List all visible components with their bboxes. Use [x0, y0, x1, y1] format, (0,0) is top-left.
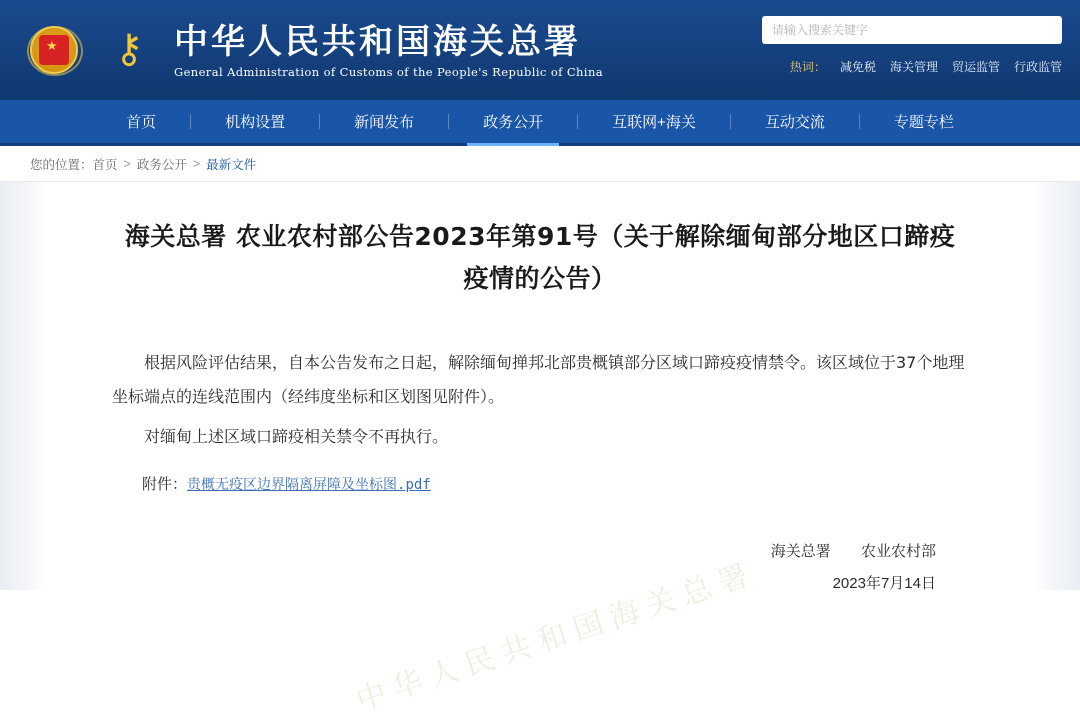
search-zone	[762, 16, 1062, 75]
search-box[interactable]	[762, 16, 1062, 44]
nav-item-organization[interactable]: 机构设置	[225, 114, 286, 131]
nav-item-government-affairs[interactable]: 政务公开	[449, 100, 577, 143]
hotwords-label: 热词：	[789, 60, 826, 74]
site-header	[0, 0, 1080, 100]
site-title-en: General Administration of Customs of the People's Republic of China	[174, 64, 604, 79]
document-paragraph-2: 对缅甸上述区域口蹄疫相关禁令不再执行。	[144, 427, 449, 446]
breadcrumb-item-current: 最新文件	[206, 157, 257, 172]
nav-item-interaction[interactable]: 互动交流	[764, 114, 825, 131]
signature-org-2: 农业农村部	[860, 543, 936, 560]
nav-item-internet-customs[interactable]: 互联网+海关	[612, 114, 696, 131]
page-title: 海关总署 农业农村部公告2023年第91号（关于解除缅甸部分地区口蹄疫疫情的公告）	[124, 222, 956, 293]
hotword-link-4[interactable]: 行政监管	[1013, 60, 1062, 74]
page-body	[0, 182, 1080, 719]
breadcrumb-item-government-affairs[interactable]: 政务公开	[136, 157, 187, 172]
attachment-link[interactable]: 贵概无疫区边界隔离屏障及坐标图.pdf	[187, 477, 431, 493]
breadcrumb-separator: >	[192, 156, 201, 171]
right-page-shadow	[1034, 182, 1080, 590]
hotword-link-3[interactable]: 贸运监管	[951, 60, 1000, 74]
signature-org-1: 海关总署	[770, 543, 831, 560]
site-titles	[174, 22, 603, 79]
search-input[interactable]	[772, 23, 1052, 37]
breadcrumb-item-home[interactable]: 首页	[92, 157, 118, 172]
national-emblem-icon: ★	[24, 19, 86, 81]
customs-caduceus-key-icon: ⚷	[114, 27, 144, 71]
breadcrumb-separator: >	[123, 156, 131, 171]
breadcrumb-prefix: 您的位置：	[30, 157, 93, 172]
left-page-shadow	[0, 182, 46, 590]
signature-orgs	[112, 536, 936, 568]
site-title-cn: 中华人民共和国海关总署	[174, 21, 581, 62]
nav-item-special-topics[interactable]: 专题专栏	[893, 114, 954, 131]
nav-item-home[interactable]: 首页	[126, 114, 157, 131]
hotword-link-1[interactable]: 减免税	[839, 60, 876, 74]
document-signature	[112, 536, 968, 600]
nav-item-news[interactable]: 新闻发布	[354, 114, 415, 131]
watermark: 中华人民共和国海关总署	[351, 556, 761, 719]
document-body	[112, 346, 968, 600]
document-paragraph-1: 根据风险评估结果，自本公告发布之日起，解除缅甸掸邦北部贵概镇部分区域口蹄疫疫情禁令。该区域位于37个地理坐标端点的连线范围内（经纬度坐标和区划图见附件）。	[112, 353, 965, 406]
attachment-line	[112, 468, 968, 502]
attachment-label: 附件：	[142, 476, 188, 493]
document-container	[46, 182, 1034, 719]
signature-date: 2023年7月14日	[832, 575, 936, 592]
main-navigation	[0, 100, 1080, 146]
hotwords-bar	[762, 58, 1062, 75]
breadcrumb	[0, 146, 1080, 182]
hotword-link-2[interactable]: 海关管理	[889, 60, 938, 74]
